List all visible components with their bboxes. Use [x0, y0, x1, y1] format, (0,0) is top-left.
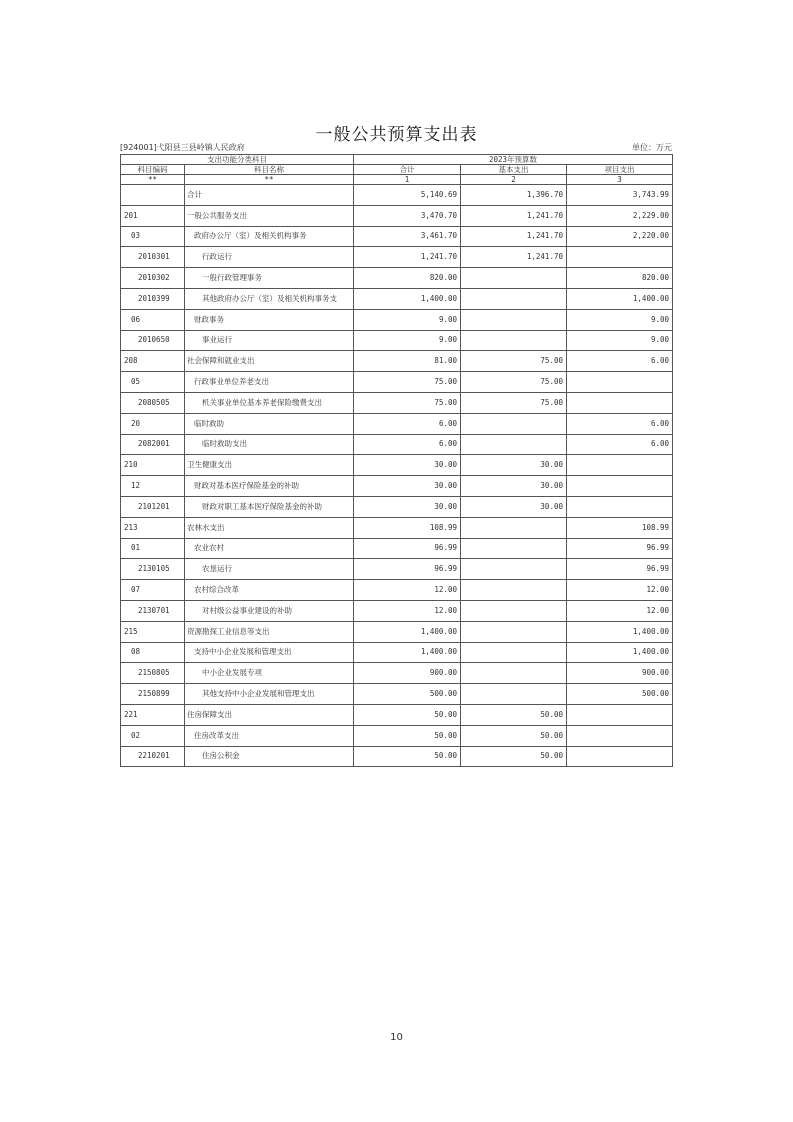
table-row [121, 392, 673, 413]
cell-project [567, 372, 673, 393]
cell-code [121, 185, 185, 206]
cell-code: 2130105 [121, 559, 185, 580]
cell-basic: 1,241.70 [461, 205, 567, 226]
cell-total: 81.00 [354, 351, 461, 372]
cell-total: 1,400.00 [354, 288, 461, 309]
cell-code: 2130701 [121, 600, 185, 621]
cell-code: 03 [121, 226, 185, 247]
cell-code: 2010301 [121, 247, 185, 268]
cell-name: 农业农村 [185, 538, 354, 559]
table-row [121, 621, 673, 642]
cell-basic: 1,241.70 [461, 226, 567, 247]
cell-total: 9.00 [354, 330, 461, 351]
cell-code: 02 [121, 725, 185, 746]
cell-total: 75.00 [354, 372, 461, 393]
cell-total: 6.00 [354, 413, 461, 434]
cell-total: 900.00 [354, 663, 461, 684]
cell-name: 政府办公厅（室）及相关机构事务 [185, 226, 354, 247]
cell-name: 机关事业单位基本养老保险缴费支出 [185, 392, 354, 413]
cell-code: 07 [121, 580, 185, 601]
index-name: ** [185, 175, 354, 185]
cell-total: 9.00 [354, 309, 461, 330]
cell-basic: 50.00 [461, 746, 567, 767]
cell-project: 9.00 [567, 330, 673, 351]
cell-code: 05 [121, 372, 185, 393]
cell-total: 5,140.69 [354, 185, 461, 206]
cell-basic [461, 663, 567, 684]
cell-total: 3,470.70 [354, 205, 461, 226]
index-project: 3 [567, 175, 673, 185]
cell-basic: 30.00 [461, 496, 567, 517]
cell-name: 资源勘探工业信息等支出 [185, 621, 354, 642]
cell-basic: 75.00 [461, 372, 567, 393]
cell-code: 2150805 [121, 663, 185, 684]
cell-project: 6.00 [567, 413, 673, 434]
table-row [121, 580, 673, 601]
cell-name: 对村级公益事业建设的补助 [185, 600, 354, 621]
cell-basic: 1,241.70 [461, 247, 567, 268]
header-project: 项目支出 [567, 165, 673, 175]
cell-basic [461, 413, 567, 434]
cell-project [567, 704, 673, 725]
cell-project: 96.99 [567, 559, 673, 580]
cell-total: 75.00 [354, 392, 461, 413]
cell-basic [461, 538, 567, 559]
cell-code: 2210201 [121, 746, 185, 767]
cell-project [567, 476, 673, 497]
cell-code: 2010302 [121, 268, 185, 289]
cell-project [567, 455, 673, 476]
cell-name: 住房保障支出 [185, 704, 354, 725]
cell-code: 215 [121, 621, 185, 642]
cell-total: 96.99 [354, 559, 461, 580]
table-row [121, 600, 673, 621]
cell-name: 住房公积金 [185, 746, 354, 767]
table-row [121, 517, 673, 538]
cell-project: 12.00 [567, 580, 673, 601]
table-row [121, 288, 673, 309]
cell-code: 2150899 [121, 684, 185, 705]
cell-total: 12.00 [354, 580, 461, 601]
cell-project: 1,400.00 [567, 621, 673, 642]
cell-total: 30.00 [354, 455, 461, 476]
cell-project [567, 725, 673, 746]
cell-total: 12.00 [354, 600, 461, 621]
cell-name: 支持中小企业发展和管理支出 [185, 642, 354, 663]
cell-project: 2,229.00 [567, 205, 673, 226]
table-row [121, 247, 673, 268]
cell-total: 1,400.00 [354, 642, 461, 663]
cell-total: 96.99 [354, 538, 461, 559]
table-row [121, 684, 673, 705]
table-row [121, 496, 673, 517]
cell-code: 201 [121, 205, 185, 226]
budget-expenditure-table [120, 154, 673, 767]
cell-basic [461, 559, 567, 580]
cell-project: 96.99 [567, 538, 673, 559]
cell-code: 210 [121, 455, 185, 476]
cell-code: 2010650 [121, 330, 185, 351]
cell-basic [461, 684, 567, 705]
cell-total: 500.00 [354, 684, 461, 705]
cell-name: 临时救助 [185, 413, 354, 434]
cell-total: 3,461.70 [354, 226, 461, 247]
cell-total: 50.00 [354, 725, 461, 746]
cell-name: 农林水支出 [185, 517, 354, 538]
cell-name: 财政对职工基本医疗保险基金的补助 [185, 496, 354, 517]
cell-name: 事业运行 [185, 330, 354, 351]
cell-code: 221 [121, 704, 185, 725]
cell-basic [461, 330, 567, 351]
cell-code: 2080505 [121, 392, 185, 413]
cell-project: 500.00 [567, 684, 673, 705]
table-row [121, 434, 673, 455]
cell-project [567, 247, 673, 268]
cell-basic: 30.00 [461, 476, 567, 497]
cell-basic: 50.00 [461, 725, 567, 746]
cell-total: 6.00 [354, 434, 461, 455]
header-group-left: 支出功能分类科目 [121, 155, 354, 165]
table-row [121, 559, 673, 580]
cell-name: 农垦运行 [185, 559, 354, 580]
table-row [121, 330, 673, 351]
header-index-row [121, 175, 673, 185]
table-row [121, 746, 673, 767]
cell-name: 卫生健康支出 [185, 455, 354, 476]
cell-basic: 30.00 [461, 455, 567, 476]
header-basic: 基本支出 [461, 165, 567, 175]
cell-code: 213 [121, 517, 185, 538]
cell-name: 临时救助支出 [185, 434, 354, 455]
cell-basic: 75.00 [461, 392, 567, 413]
cell-code: 2082001 [121, 434, 185, 455]
cell-name: 行政事业单位养老支出 [185, 372, 354, 393]
unit-label: 单位：万元 [632, 143, 672, 152]
cell-basic [461, 642, 567, 663]
cell-project: 820.00 [567, 268, 673, 289]
cell-code: 08 [121, 642, 185, 663]
cell-name: 社会保障和就业支出 [185, 351, 354, 372]
cell-total: 820.00 [354, 268, 461, 289]
cell-total: 1,400.00 [354, 621, 461, 642]
cell-total: 50.00 [354, 746, 461, 767]
cell-name: 财政对基本医疗保险基金的补助 [185, 476, 354, 497]
table-row [121, 372, 673, 393]
table-row [121, 268, 673, 289]
table-row [121, 226, 673, 247]
document-title: 一般公共预算支出表 [315, 125, 478, 145]
cell-name: 农村综合改革 [185, 580, 354, 601]
table-row [121, 725, 673, 746]
table-row [121, 309, 673, 330]
cell-basic [461, 517, 567, 538]
cell-basic [461, 288, 567, 309]
cell-name: 行政运行 [185, 247, 354, 268]
cell-code: 2010399 [121, 288, 185, 309]
cell-code: 01 [121, 538, 185, 559]
header-column-row [121, 165, 673, 175]
cell-project: 1,400.00 [567, 642, 673, 663]
cell-code: 208 [121, 351, 185, 372]
cell-total: 50.00 [354, 704, 461, 725]
header-total: 合计 [354, 165, 461, 175]
cell-project: 1,400.00 [567, 288, 673, 309]
cell-name: 住房改革支出 [185, 725, 354, 746]
cell-project: 6.00 [567, 351, 673, 372]
cell-project: 900.00 [567, 663, 673, 684]
cell-project [567, 392, 673, 413]
cell-basic [461, 309, 567, 330]
cell-code: 12 [121, 476, 185, 497]
cell-project: 108.99 [567, 517, 673, 538]
cell-basic [461, 268, 567, 289]
cell-project: 6.00 [567, 434, 673, 455]
cell-name: 中小企业发展专项 [185, 663, 354, 684]
cell-name: 一般行政管理事务 [185, 268, 354, 289]
header-group-right: 2023年预算数 [354, 155, 673, 165]
cell-basic [461, 600, 567, 621]
cell-name: 财政事务 [185, 309, 354, 330]
cell-name: 其他政府办公厅（室）及相关机构事务支 [185, 288, 354, 309]
table-row [121, 205, 673, 226]
cell-name: 合计 [185, 185, 354, 206]
cell-basic [461, 434, 567, 455]
cell-name: 其他支持中小企业发展和管理支出 [185, 684, 354, 705]
page-number: 10 [390, 1032, 403, 1043]
index-basic: 2 [461, 175, 567, 185]
cell-total: 108.99 [354, 517, 461, 538]
cell-total: 1,241.70 [354, 247, 461, 268]
cell-project [567, 746, 673, 767]
table-row [121, 351, 673, 372]
cell-total: 30.00 [354, 496, 461, 517]
cell-total: 30.00 [354, 476, 461, 497]
cell-code: 2101201 [121, 496, 185, 517]
cell-project: 3,743.99 [567, 185, 673, 206]
table-row [121, 413, 673, 434]
cell-name: 一般公共服务支出 [185, 205, 354, 226]
table-row [121, 663, 673, 684]
unit-code-label: [924001]弋阳县三县岭镇人民政府 [120, 143, 245, 152]
cell-code: 20 [121, 413, 185, 434]
index-code: ** [121, 175, 185, 185]
table-row [121, 455, 673, 476]
cell-basic: 50.00 [461, 704, 567, 725]
table-row [121, 538, 673, 559]
table-row [121, 185, 673, 206]
cell-project: 2,220.00 [567, 226, 673, 247]
index-total: 1 [354, 175, 461, 185]
cell-basic: 75.00 [461, 351, 567, 372]
table-row [121, 704, 673, 725]
table-row [121, 476, 673, 497]
cell-project: 9.00 [567, 309, 673, 330]
cell-code: 06 [121, 309, 185, 330]
cell-project: 12.00 [567, 600, 673, 621]
header-code: 科目编码 [121, 165, 185, 175]
cell-basic: 1,396.70 [461, 185, 567, 206]
cell-basic [461, 621, 567, 642]
header-name: 科目名称 [185, 165, 354, 175]
cell-project [567, 496, 673, 517]
cell-basic [461, 580, 567, 601]
table-row [121, 642, 673, 663]
header-group-row [121, 155, 673, 165]
